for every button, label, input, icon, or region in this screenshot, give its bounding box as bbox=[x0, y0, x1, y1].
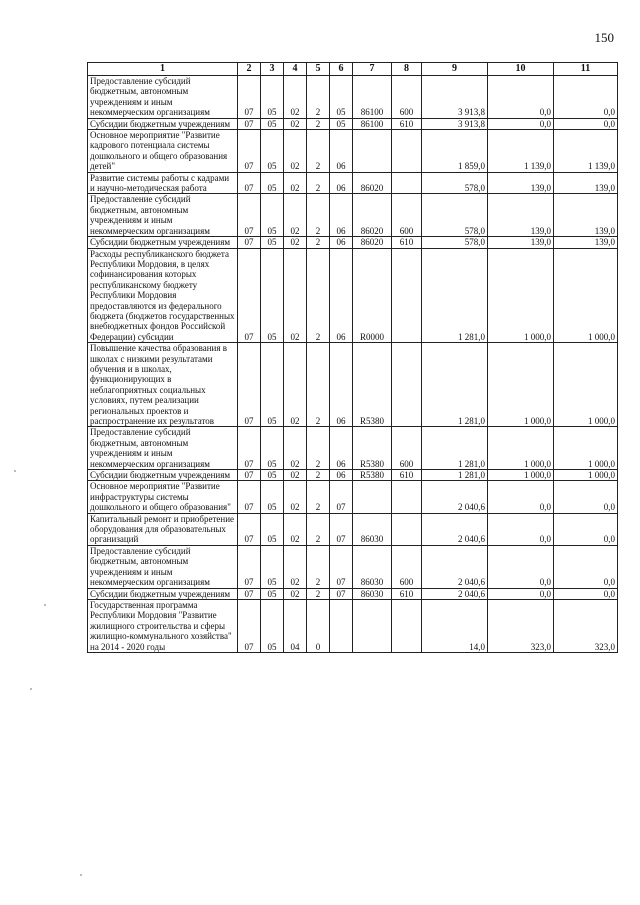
cell-amount-col-10: 0,0 bbox=[488, 545, 554, 588]
cell-description: Расходы республиканского бюджета Республики Мордовия, в целях софинансирования которых республиканскому бюджету Республики Мордовия предоставляются из федерального бюджета (бюджетов государственных внебюджетных фондов Российской Федерации) субсидии bbox=[88, 248, 238, 343]
table-row bbox=[88, 427, 618, 470]
cell-code-subsection: 02 bbox=[284, 130, 307, 173]
cell-code-section: 05 bbox=[261, 76, 284, 119]
cell-description: Развитие системы работы с кадрами и научно-методическая работа bbox=[88, 172, 238, 194]
cell-amount-col-10: 1 139,0 bbox=[488, 130, 554, 173]
cell-description: Государственная программа Республики Мордовия "Развитие жилищного строительства и сферы жилищно-коммунального хозяйства" на 2014 - 2020 годы bbox=[88, 599, 238, 652]
cell-description: Предоставление субсидий бюджетным, автономным учреждениям и иным некоммерческим организациям bbox=[88, 76, 238, 119]
cell-code-subprogram: 07 bbox=[330, 545, 353, 588]
table-row bbox=[88, 470, 618, 481]
scan-speck bbox=[44, 604, 46, 606]
cell-code-program: 2 bbox=[307, 194, 330, 237]
cell-code-expense-type bbox=[392, 248, 422, 343]
table-row bbox=[88, 343, 618, 427]
cell-code-section: 05 bbox=[261, 481, 284, 513]
cell-amount-col-10: 0,0 bbox=[488, 588, 554, 599]
cell-code-expense-type bbox=[392, 599, 422, 652]
cell-code-direction: 86020 bbox=[353, 237, 392, 248]
cell-code-subprogram: 06 bbox=[330, 194, 353, 237]
cell-code-program: 2 bbox=[307, 172, 330, 194]
cell-code-section: 05 bbox=[261, 130, 284, 173]
table-row bbox=[88, 481, 618, 513]
cell-amount-col-10: 139,0 bbox=[488, 194, 554, 237]
cell-amount-col-10: 1 000,0 bbox=[488, 248, 554, 343]
cell-amount-col-10: 139,0 bbox=[488, 172, 554, 194]
cell-amount-col-9: 2 040,6 bbox=[422, 513, 488, 545]
cell-code-section: 05 bbox=[261, 118, 284, 129]
cell-amount-col-11: 0,0 bbox=[554, 588, 618, 599]
cell-amount-col-10: 0,0 bbox=[488, 76, 554, 119]
cell-code-program: 2 bbox=[307, 513, 330, 545]
column-header-5: 5 bbox=[307, 63, 330, 76]
cell-code-subsection: 04 bbox=[284, 599, 307, 652]
cell-code-direction: 86030 bbox=[353, 545, 392, 588]
cell-amount-col-9: 578,0 bbox=[422, 237, 488, 248]
cell-code-direction: R5380 bbox=[353, 343, 392, 427]
cell-code-subsection: 02 bbox=[284, 545, 307, 588]
cell-amount-col-9: 1 281,0 bbox=[422, 470, 488, 481]
cell-description: Предоставление субсидий бюджетным, автономным учреждениям и иным некоммерческим организациям bbox=[88, 194, 238, 237]
column-header-6: 6 bbox=[330, 63, 353, 76]
cell-code-direction bbox=[353, 599, 392, 652]
cell-code-expense-type bbox=[392, 130, 422, 173]
cell-code-ministry: 07 bbox=[238, 76, 261, 119]
cell-code-subprogram: 06 bbox=[330, 470, 353, 481]
cell-code-subsection: 02 bbox=[284, 118, 307, 129]
cell-code-expense-type: 610 bbox=[392, 118, 422, 129]
cell-amount-col-9: 3 913,8 bbox=[422, 118, 488, 129]
cell-code-subprogram: 07 bbox=[330, 588, 353, 599]
cell-amount-col-10: 323,0 bbox=[488, 599, 554, 652]
cell-description: Предоставление субсидий бюджетным, автономным учреждениям и иным некоммерческим организациям bbox=[88, 545, 238, 588]
cell-code-program: 2 bbox=[307, 545, 330, 588]
cell-code-ministry: 07 bbox=[238, 513, 261, 545]
cell-description: Субсидии бюджетным учреждениям bbox=[88, 470, 238, 481]
cell-code-direction: 86020 bbox=[353, 172, 392, 194]
cell-code-ministry: 07 bbox=[238, 588, 261, 599]
cell-code-ministry: 07 bbox=[238, 343, 261, 427]
cell-amount-col-11: 0,0 bbox=[554, 481, 618, 513]
cell-code-expense-type bbox=[392, 481, 422, 513]
cell-code-program: 2 bbox=[307, 130, 330, 173]
cell-code-section: 05 bbox=[261, 343, 284, 427]
cell-description: Капитальный ремонт и приобретение оборудования для образовательных организаций bbox=[88, 513, 238, 545]
table-row bbox=[88, 588, 618, 599]
cell-amount-col-11: 323,0 bbox=[554, 599, 618, 652]
cell-code-program: 0 bbox=[307, 599, 330, 652]
cell-description: Субсидии бюджетным учреждениям bbox=[88, 237, 238, 248]
cell-code-expense-type: 600 bbox=[392, 194, 422, 237]
cell-code-subprogram: 06 bbox=[330, 248, 353, 343]
cell-description: Субсидии бюджетным учреждениям bbox=[88, 588, 238, 599]
cell-code-section: 05 bbox=[261, 194, 284, 237]
cell-code-ministry: 07 bbox=[238, 248, 261, 343]
cell-code-subsection: 02 bbox=[284, 427, 307, 470]
cell-code-expense-type bbox=[392, 172, 422, 194]
cell-code-subprogram: 07 bbox=[330, 481, 353, 513]
table-row bbox=[88, 194, 618, 237]
cell-amount-col-9: 1 281,0 bbox=[422, 248, 488, 343]
cell-code-subprogram: 05 bbox=[330, 118, 353, 129]
cell-code-direction: 86030 bbox=[353, 588, 392, 599]
cell-code-direction: 86100 bbox=[353, 118, 392, 129]
column-header-2: 2 bbox=[238, 63, 261, 76]
cell-amount-col-11: 0,0 bbox=[554, 513, 618, 545]
cell-code-ministry: 07 bbox=[238, 237, 261, 248]
column-header-10: 10 bbox=[488, 63, 554, 76]
cell-amount-col-11: 1 000,0 bbox=[554, 343, 618, 427]
cell-code-expense-type: 610 bbox=[392, 588, 422, 599]
cell-description: Субсидии бюджетным учреждениям bbox=[88, 118, 238, 129]
cell-code-subprogram: 05 bbox=[330, 76, 353, 119]
cell-amount-col-11: 1 000,0 bbox=[554, 248, 618, 343]
cell-code-subsection: 02 bbox=[284, 76, 307, 119]
cell-amount-col-11: 139,0 bbox=[554, 172, 618, 194]
column-header-11: 11 bbox=[554, 63, 618, 76]
cell-amount-col-9: 14,0 bbox=[422, 599, 488, 652]
cell-code-program: 2 bbox=[307, 588, 330, 599]
cell-code-section: 05 bbox=[261, 588, 284, 599]
cell-code-expense-type: 610 bbox=[392, 470, 422, 481]
table-row bbox=[88, 172, 618, 194]
cell-amount-col-11: 0,0 bbox=[554, 76, 618, 119]
cell-code-ministry: 07 bbox=[238, 172, 261, 194]
cell-amount-col-11: 139,0 bbox=[554, 194, 618, 237]
cell-code-program: 2 bbox=[307, 118, 330, 129]
cell-code-section: 05 bbox=[261, 545, 284, 588]
cell-amount-col-9: 1 859,0 bbox=[422, 130, 488, 173]
cell-code-section: 05 bbox=[261, 172, 284, 194]
scan-speck bbox=[14, 470, 16, 472]
table-row bbox=[88, 76, 618, 119]
scan-speck bbox=[30, 688, 32, 690]
table-row bbox=[88, 599, 618, 652]
cell-code-expense-type: 600 bbox=[392, 545, 422, 588]
cell-code-subsection: 02 bbox=[284, 172, 307, 194]
cell-code-subsection: 02 bbox=[284, 513, 307, 545]
cell-code-direction: 86030 bbox=[353, 513, 392, 545]
cell-amount-col-9: 2 040,6 bbox=[422, 545, 488, 588]
cell-code-section: 05 bbox=[261, 470, 284, 481]
cell-code-ministry: 07 bbox=[238, 599, 261, 652]
cell-code-subsection: 02 bbox=[284, 343, 307, 427]
cell-amount-col-10: 0,0 bbox=[488, 481, 554, 513]
cell-amount-col-10: 139,0 bbox=[488, 237, 554, 248]
cell-code-ministry: 07 bbox=[238, 118, 261, 129]
table-row bbox=[88, 118, 618, 129]
cell-code-program: 2 bbox=[307, 481, 330, 513]
cell-amount-col-10: 1 000,0 bbox=[488, 427, 554, 470]
cell-code-subprogram: 06 bbox=[330, 130, 353, 173]
cell-amount-col-10: 0,0 bbox=[488, 513, 554, 545]
cell-amount-col-11: 1 000,0 bbox=[554, 427, 618, 470]
cell-code-subprogram: 07 bbox=[330, 513, 353, 545]
cell-code-expense-type bbox=[392, 343, 422, 427]
column-header-8: 8 bbox=[392, 63, 422, 76]
cell-code-expense-type: 600 bbox=[392, 76, 422, 119]
cell-code-subsection: 02 bbox=[284, 237, 307, 248]
cell-code-direction: 86100 bbox=[353, 76, 392, 119]
column-header-4: 4 bbox=[284, 63, 307, 76]
cell-description: Предоставление субсидий бюджетным, автономным учреждениям и иным некоммерческим организациям bbox=[88, 427, 238, 470]
cell-description: Основное мероприятие "Развитие кадрового потенциала системы дошкольного и общего образования детей" bbox=[88, 130, 238, 173]
cell-amount-col-11: 0,0 bbox=[554, 118, 618, 129]
cell-code-direction bbox=[353, 481, 392, 513]
table-header-row bbox=[88, 63, 618, 76]
cell-code-ministry: 07 bbox=[238, 481, 261, 513]
cell-amount-col-9: 1 281,0 bbox=[422, 427, 488, 470]
cell-code-subsection: 02 bbox=[284, 481, 307, 513]
cell-code-ministry: 07 bbox=[238, 470, 261, 481]
cell-code-subsection: 02 bbox=[284, 194, 307, 237]
budget-table bbox=[87, 62, 618, 653]
cell-amount-col-10: 1 000,0 bbox=[488, 343, 554, 427]
cell-code-subsection: 02 bbox=[284, 470, 307, 481]
cell-code-section: 05 bbox=[261, 513, 284, 545]
cell-code-program: 2 bbox=[307, 470, 330, 481]
page-number: 150 bbox=[594, 30, 614, 45]
cell-code-program: 2 bbox=[307, 248, 330, 343]
cell-amount-col-9: 578,0 bbox=[422, 194, 488, 237]
cell-code-ministry: 07 bbox=[238, 545, 261, 588]
cell-code-program: 2 bbox=[307, 76, 330, 119]
cell-description: Повышение качества образования в школах с низкими результатами обучения и в школах, функционирующих в неблагоприятных социальных условиях, путем реализации региональных проектов и распространение их результатов bbox=[88, 343, 238, 427]
table-row bbox=[88, 248, 618, 343]
cell-code-subprogram: 06 bbox=[330, 343, 353, 427]
cell-amount-col-9: 2 040,6 bbox=[422, 588, 488, 599]
cell-code-direction: R5380 bbox=[353, 427, 392, 470]
table-row bbox=[88, 513, 618, 545]
cell-code-ministry: 07 bbox=[238, 194, 261, 237]
cell-code-program: 2 bbox=[307, 343, 330, 427]
column-header-9: 9 bbox=[422, 63, 488, 76]
cell-code-section: 05 bbox=[261, 599, 284, 652]
cell-code-expense-type: 600 bbox=[392, 427, 422, 470]
cell-amount-col-9: 2 040,6 bbox=[422, 481, 488, 513]
cell-code-subprogram: 06 bbox=[330, 427, 353, 470]
cell-amount-col-11: 1 000,0 bbox=[554, 470, 618, 481]
cell-code-direction: R0000 bbox=[353, 248, 392, 343]
cell-code-direction: R5380 bbox=[353, 470, 392, 481]
table-body bbox=[88, 76, 618, 653]
cell-code-program: 2 bbox=[307, 427, 330, 470]
cell-code-direction: 86020 bbox=[353, 194, 392, 237]
cell-amount-col-11: 0,0 bbox=[554, 545, 618, 588]
cell-amount-col-11: 1 139,0 bbox=[554, 130, 618, 173]
cell-code-section: 05 bbox=[261, 237, 284, 248]
table-row bbox=[88, 130, 618, 173]
cell-code-ministry: 07 bbox=[238, 427, 261, 470]
cell-description: Основное мероприятие "Развитие инфраструктуры системы дошкольного и общего образования" bbox=[88, 481, 238, 513]
cell-code-program: 2 bbox=[307, 237, 330, 248]
cell-code-subprogram: 06 bbox=[330, 237, 353, 248]
cell-amount-col-10: 1 000,0 bbox=[488, 470, 554, 481]
cell-code-section: 05 bbox=[261, 248, 284, 343]
table-row bbox=[88, 545, 618, 588]
column-header-3: 3 bbox=[261, 63, 284, 76]
cell-code-direction bbox=[353, 130, 392, 173]
cell-code-subsection: 02 bbox=[284, 588, 307, 599]
cell-amount-col-9: 578,0 bbox=[422, 172, 488, 194]
cell-code-expense-type bbox=[392, 513, 422, 545]
cell-amount-col-9: 1 281,0 bbox=[422, 343, 488, 427]
cell-code-section: 05 bbox=[261, 427, 284, 470]
scan-speck bbox=[80, 874, 82, 876]
cell-code-subsection: 02 bbox=[284, 248, 307, 343]
table-row bbox=[88, 237, 618, 248]
cell-amount-col-9: 3 913,8 bbox=[422, 76, 488, 119]
cell-amount-col-11: 139,0 bbox=[554, 237, 618, 248]
cell-code-ministry: 07 bbox=[238, 130, 261, 173]
cell-amount-col-10: 0,0 bbox=[488, 118, 554, 129]
cell-code-expense-type: 610 bbox=[392, 237, 422, 248]
column-header-7: 7 bbox=[353, 63, 392, 76]
column-header-1: 1 bbox=[88, 63, 238, 76]
cell-code-subprogram: 06 bbox=[330, 172, 353, 194]
cell-code-subprogram bbox=[330, 599, 353, 652]
